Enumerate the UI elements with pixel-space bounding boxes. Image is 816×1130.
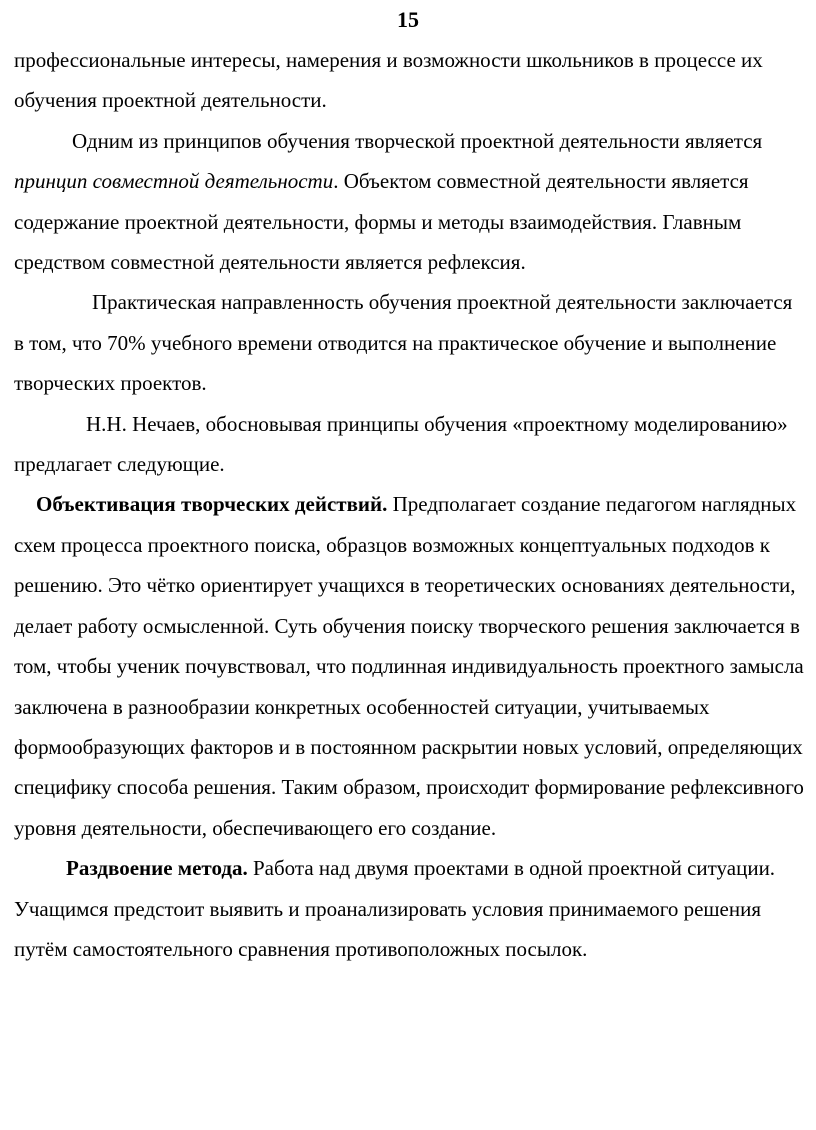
paragraph-4: Н.Н. Нечаев, обосновывая принципы обучения «проектному моделированию» предлагает следующие.: [14, 411, 788, 477]
paragraph-6-heading: Раздвоение метода.: [66, 856, 248, 881]
body-text: [14, 40, 806, 969]
paragraph-2-italic-term: принцип совместной деятельности: [14, 169, 334, 194]
paragraph-3: Практическая направленность обучения проектной деятельности заключается в том, что 70% учебного времени отводится на практическое обучение и выполнение творческих проектов.: [14, 290, 793, 396]
paragraph-6-text: Работа над двумя проектами в одной проектной ситуации. Учащимся предстоит выявить и проанализировать условия принимаемого решения путём самостоятельного сравнения противоположных посылок.: [14, 856, 776, 961]
paragraph-6: [14, 848, 806, 969]
paragraph-2-text-end: . Объектом совместной деятельности является содержание проектной деятельности, формы и методы взаимодействия. Главным средством совместной деятельности является рефлексия.: [14, 169, 749, 275]
page-number: 15: [397, 7, 419, 32]
paragraph-5-text: Предполагает создание педагогом наглядных схем процесса проектного поиска, образцов возможных концептуальных подходов к решению. Это чётко ориентирует учащихся в теоретических основаниях деятельности, делает работу осмысленной. Суть обучения поиску творческого решения заключается в том, чтобы ученик почувствовал, что подлинная индивидуальность проектного замысла заключена в разнообразии конкретных особенностей ситуации, учитываемых формообразующих факторов и в постоянном раскрытии новых условий, определяющих специфику способа решения. Таким образом, происходит формирование рефлексивного уровня деятельности, обеспечивающего его создание.: [14, 492, 804, 840]
paragraph-5-heading: Объективация творческих действий.: [36, 492, 388, 517]
paragraph-1: профессиональные интересы, намерения и возможности школьников в процессе их обучения проектной деятельности.: [14, 48, 763, 113]
paragraph-2: [14, 121, 806, 283]
paragraph-2-text-start: Одним из принципов обучения творческой проектной деятельности является: [72, 128, 763, 153]
paragraph-5: [14, 484, 806, 848]
